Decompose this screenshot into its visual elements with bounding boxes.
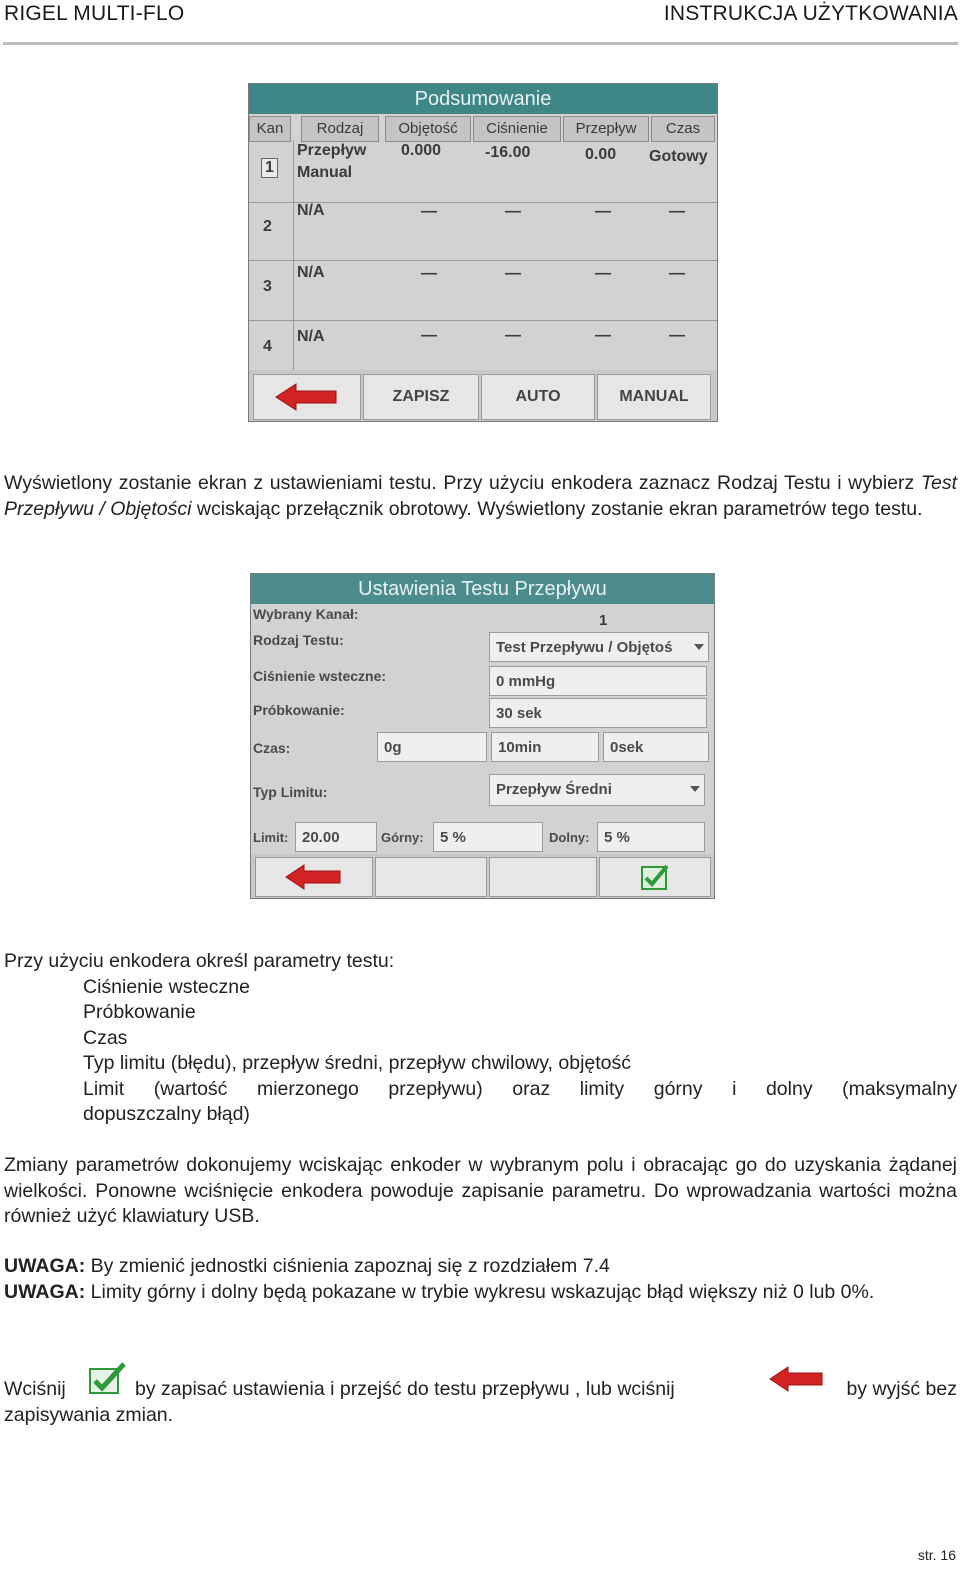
auto-button[interactable]: AUTO bbox=[481, 374, 595, 420]
row-channel: 2 bbox=[263, 218, 272, 235]
label-time: Czas: bbox=[253, 740, 291, 756]
row-mode: Manual bbox=[297, 164, 353, 181]
note-limits bbox=[4, 1280, 957, 1306]
back-arrow-icon bbox=[274, 382, 340, 412]
col-header-channel: Kan bbox=[249, 116, 291, 142]
row-pressure: -16.00 bbox=[485, 144, 531, 161]
row-flow: — bbox=[595, 265, 611, 282]
limit-type-value: Przepływ Średni bbox=[496, 781, 612, 798]
note-pressure-units bbox=[4, 1254, 957, 1280]
paragraph-text: Wyświetlony zostanie ekran z ustawieniami testu. Przy użyciu enkodera zaznacz Rodzaj Testu i wybierz bbox=[4, 472, 921, 494]
sampling-field[interactable]: 30 sek bbox=[489, 698, 707, 728]
row-type: N/A bbox=[297, 202, 325, 219]
upper-limit-field[interactable]: 5 % bbox=[433, 822, 543, 852]
time-hours-field[interactable]: 0g bbox=[377, 732, 487, 762]
note-label: UWAGA: bbox=[4, 1255, 86, 1277]
row-type: Przepływ bbox=[297, 142, 367, 159]
col-divider bbox=[293, 140, 294, 372]
label-sampling: Próbkowanie: bbox=[253, 702, 345, 718]
col-header-volume: Objętość bbox=[385, 116, 471, 142]
row-channel: 4 bbox=[263, 338, 272, 355]
list-item: Próbkowanie bbox=[83, 1001, 196, 1023]
row-time: Gotowy bbox=[649, 148, 708, 165]
value-channel: 1 bbox=[599, 612, 608, 629]
params-list bbox=[83, 975, 957, 1128]
label-limit-type: Typ Limitu: bbox=[253, 784, 328, 800]
back-button[interactable] bbox=[255, 857, 373, 897]
test-type-value: Test Przepływu / Objętoś bbox=[496, 639, 673, 656]
col-header-time: Czas bbox=[651, 116, 715, 142]
header-product: RIGEL MULTI-FLO bbox=[4, 2, 185, 25]
lower-limit-field[interactable]: 5 % bbox=[597, 822, 705, 852]
row-type: N/A bbox=[297, 328, 325, 345]
col-header-pressure: Ciśnienie bbox=[473, 116, 561, 142]
list-item: Ciśnienie wsteczne bbox=[83, 975, 250, 998]
row-time: — bbox=[669, 265, 685, 282]
settings-title: Ustawienia Testu Przepływu bbox=[251, 574, 714, 604]
settings-button-bar bbox=[251, 854, 714, 898]
chevron-down-icon bbox=[694, 644, 704, 650]
back-arrow-icon bbox=[284, 863, 344, 891]
header-divider bbox=[3, 42, 958, 45]
paragraph-intro bbox=[4, 471, 957, 522]
row-flow: 0.00 bbox=[585, 146, 617, 163]
paragraph-changes: Zmiany parametrów dokonujemy wciskając enkoder w wybranym polu i obracając go do uzyskania żądanej wielkości. Ponowne wciśnięcie enkodera powoduje zapisanie parametru. Do wprowadzania wartości można również użyć klawiatury USB. bbox=[4, 1154, 957, 1227]
settings-screen bbox=[250, 573, 715, 899]
back-arrow-icon bbox=[768, 1366, 824, 1392]
row-volume: — bbox=[421, 327, 437, 344]
label-upper: Górny: bbox=[381, 830, 424, 845]
header-doc-title: INSTRUKCJA UŻYTKOWANIA bbox=[663, 2, 958, 25]
row-time: — bbox=[669, 203, 685, 220]
summary-title: Podsumowanie bbox=[249, 84, 717, 114]
row-pressure: — bbox=[505, 327, 521, 344]
final-line2: zapisywania zmian. bbox=[4, 1403, 174, 1426]
label-limit: Limit: bbox=[253, 830, 289, 845]
row-flow: — bbox=[595, 203, 611, 220]
summary-button-bar bbox=[249, 370, 717, 421]
list-item: dopuszczalny błąd) bbox=[83, 1103, 250, 1125]
col-header-flow: Przepływ bbox=[563, 116, 649, 142]
label-back-pressure: Ciśnienie wsteczne: bbox=[253, 668, 387, 684]
row-flow: — bbox=[595, 327, 611, 344]
page-number: str. 16 bbox=[917, 1547, 956, 1563]
row-volume: — bbox=[421, 203, 437, 220]
manual-button[interactable]: MANUAL bbox=[597, 374, 711, 420]
limit-type-select[interactable] bbox=[489, 774, 705, 806]
label-channel: Wybrany Kanał: bbox=[253, 606, 359, 622]
empty-button[interactable] bbox=[375, 857, 487, 897]
empty-button[interactable] bbox=[489, 857, 597, 897]
list-item: Czas bbox=[83, 1026, 128, 1049]
time-seconds-field[interactable]: 0sek bbox=[603, 732, 709, 762]
summary-screen bbox=[248, 83, 718, 422]
row-type: N/A bbox=[297, 264, 325, 281]
back-pressure-field[interactable]: 0 mmHg bbox=[489, 666, 707, 696]
final-end-text: by wyjść bez bbox=[846, 1378, 957, 1400]
chevron-down-icon bbox=[690, 786, 700, 792]
list-item: Limit (wartość mierzonego przepływu) oraz limity górny i dolny (maksymalny bbox=[83, 1077, 957, 1100]
note-label: UWAGA: bbox=[4, 1280, 86, 1303]
row-volume: — bbox=[421, 265, 437, 282]
label-test-type: Rodzaj Testu: bbox=[253, 632, 344, 648]
params-intro: Przy użyciu enkodera określ parametry testu: bbox=[4, 950, 395, 972]
row-divider bbox=[249, 260, 717, 261]
row-pressure: — bbox=[505, 203, 521, 220]
final-mid-text: by zapisać ustawienia i przejść do testu przepływu , lub wciśnij bbox=[135, 1378, 675, 1400]
test-type-select[interactable] bbox=[489, 632, 709, 662]
checkmark-icon bbox=[88, 1361, 128, 1395]
row-pressure: — bbox=[505, 265, 521, 282]
row-divider bbox=[249, 320, 717, 321]
row-time: — bbox=[669, 327, 685, 344]
confirm-button[interactable] bbox=[599, 857, 711, 897]
save-button[interactable]: ZAPISZ bbox=[363, 374, 479, 420]
page-header bbox=[4, 0, 958, 30]
row-channel: 1 bbox=[261, 158, 278, 178]
note-text: By zmienić jednostki ciśnienia zapoznaj się z rozdziałem 7.4 bbox=[85, 1255, 610, 1277]
row-channel: 3 bbox=[263, 278, 272, 295]
final-press-text: Wciśnij bbox=[4, 1378, 66, 1400]
limit-field[interactable]: 20.00 bbox=[295, 822, 377, 852]
row-volume: 0.000 bbox=[401, 142, 442, 159]
label-lower: Dolny: bbox=[549, 830, 590, 845]
checkmark-icon bbox=[640, 863, 670, 891]
paragraph-text: wciskając przełącznik obrotowy. Wyświetlony zostanie ekran parametrów tego testu. bbox=[191, 497, 923, 520]
note-text: Limity górny i dolny będą pokazane w trybie wykresu wskazując błąd większy niż 0 lub 0%. bbox=[85, 1280, 875, 1303]
back-button[interactable] bbox=[253, 374, 361, 420]
col-header-type: Rodzaj bbox=[301, 116, 379, 142]
time-minutes-field[interactable]: 10min bbox=[491, 732, 599, 762]
paragraph-italic: Test Przepływu / Objętości bbox=[4, 472, 957, 520]
list-item: Typ limitu (błędu), przepływ średni, przepływ chwilowy, objętość bbox=[83, 1052, 632, 1074]
